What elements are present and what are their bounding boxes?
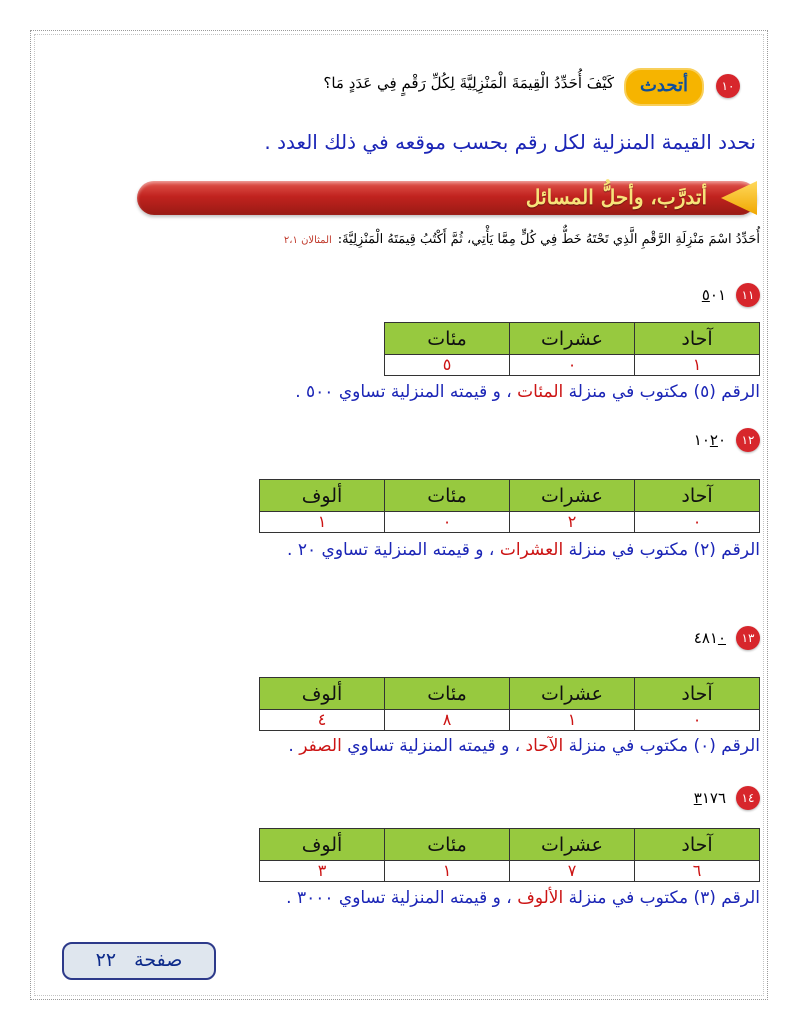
column-header: مئات (385, 678, 510, 710)
table-cell: ٢ (510, 512, 635, 533)
question-text: كَيْفَ أُحَدِّدُ الْقِيمَةَ الْمَنْزِلِيَّةَ لِكُلِّ رَقْمٍ فِي عَدَدٍ مَا؟ (323, 74, 614, 92)
problem-number-value (702, 286, 726, 304)
answer-sentence (288, 736, 760, 756)
sentence-part: ، و قيمته المنزلية تساوي (316, 540, 500, 560)
table-cell: ٠ (635, 710, 760, 731)
sentence-end: . (288, 736, 300, 756)
answer-10-text: نحدد القيمة المنزلية لكل رقم بحسب موقعه في ذلك العدد . (264, 130, 756, 154)
column-header: ألوف (260, 829, 385, 861)
underlined-digit: ٥ (701, 286, 710, 304)
sentence-part: ، و قيمته المنزلية تساوي (341, 736, 526, 756)
digit: ٠ (717, 431, 726, 449)
answer-sentence (286, 888, 760, 908)
answer-sentence (287, 540, 760, 560)
page-number: ٢٢ (95, 949, 117, 971)
place-value: ٣٠٠٠ (296, 888, 334, 908)
problem-number-value (694, 629, 726, 647)
digit: ٠ (701, 431, 710, 449)
sentence-part: الرقم (٣) مكتوب في منزلة (563, 888, 760, 908)
table-cell: ١ (385, 861, 510, 882)
underlined-digit: ٠ (717, 629, 726, 647)
column-header: مئات (385, 829, 510, 861)
place-name: الآحاد (525, 736, 564, 756)
column-header: مئات (385, 323, 510, 355)
table-header-row (260, 480, 760, 512)
table-cell: ١ (635, 355, 760, 376)
column-header: عشرات (510, 678, 635, 710)
digit: ٠ (709, 286, 718, 304)
problem-header (702, 283, 760, 307)
problem-header (694, 786, 760, 810)
table-cell: ٤ (260, 710, 385, 731)
sentence-part: الرقم (٥) مكتوب في منزلة (563, 382, 760, 402)
digit: ٤ (693, 629, 702, 647)
column-header: آحاد (635, 678, 760, 710)
table-cell: ١ (260, 512, 385, 533)
problem-header (694, 428, 760, 452)
table-cell: ٠ (635, 512, 760, 533)
talk-badge: أتحدث (624, 68, 704, 106)
digit: ٦ (717, 789, 726, 807)
place-name: الألوف (517, 888, 564, 908)
table-row (385, 355, 760, 376)
place-value: ٥٠٠ (306, 382, 334, 402)
page-number-box (62, 942, 216, 980)
table-row (260, 861, 760, 882)
place-value-table (384, 322, 760, 376)
problem-number-badge: ١١ (736, 283, 760, 307)
place-name: العشرات (499, 540, 564, 560)
column-header: آحاد (635, 829, 760, 861)
sentence-part: الرقم (٠) مكتوب في منزلة (563, 736, 760, 756)
sentence-part: ، و قيمته المنزلية تساوي (333, 888, 518, 908)
table-cell: ٣ (260, 861, 385, 882)
table-cell: ٨ (385, 710, 510, 731)
table-row (260, 710, 760, 731)
problem-header (694, 626, 760, 650)
instruction-text: أُحَدِّدُ اسْمَ مَنْزِلَةِ الرَّقْمِ الَّذِي تَحْتَهُ خَطٌّ فِي كُلٍّ مِمَّا يَأْتِي، ثُمَّ أَكْتُبُ قِيمَتَهُ الْمَنْزِلِيَّةَ: (337, 232, 760, 247)
underlined-digit: ٣ (693, 789, 702, 807)
section-title: أتدرَّب، وأحلُّ المسائل (525, 185, 707, 209)
table-cell: ٠ (510, 355, 635, 376)
column-header: ألوف (260, 480, 385, 512)
column-header: مئات (385, 480, 510, 512)
question-number-badge: ١٠ (716, 74, 740, 98)
digit: ١ (701, 789, 710, 807)
digit: ١ (717, 286, 726, 304)
sentence-end: . (287, 540, 298, 560)
column-header: عشرات (510, 480, 635, 512)
place-value-table (259, 479, 760, 533)
section-banner (137, 177, 757, 219)
table-header-row (385, 323, 760, 355)
place-name: المئات (517, 382, 564, 402)
problem-number-value (694, 431, 726, 449)
column-header: عشرات (510, 323, 635, 355)
sentence-end: . (295, 382, 307, 402)
problem-number-badge: ١٤ (736, 786, 760, 810)
table-cell: ٦ (635, 861, 760, 882)
place-value: ٢٠ (297, 540, 317, 560)
digit: ٨ (701, 629, 710, 647)
table-cell: ٧ (510, 861, 635, 882)
sentence-part: الرقم (٢) مكتوب في منزلة (563, 540, 760, 560)
digit: ٧ (709, 789, 718, 807)
table-cell: ٠ (385, 512, 510, 533)
problem-number-badge: ١٢ (736, 428, 760, 452)
table-cell: ٥ (385, 355, 510, 376)
problem-number-badge: ١٣ (736, 626, 760, 650)
page-label: صفحة (134, 949, 183, 971)
question-10 (120, 60, 740, 120)
column-header: عشرات (510, 829, 635, 861)
sentence-part: ، و قيمته المنزلية تساوي (333, 382, 518, 402)
place-value: الصفر (299, 736, 342, 756)
column-header: آحاد (635, 323, 760, 355)
sentence-end: . (286, 888, 297, 908)
problem-number-value (694, 789, 726, 807)
table-row (260, 512, 760, 533)
answer-sentence (295, 382, 760, 402)
place-value-table (259, 677, 760, 731)
table-header-row (260, 829, 760, 861)
table-header-row (260, 678, 760, 710)
digit: ١ (693, 431, 702, 449)
column-header: آحاد (635, 480, 760, 512)
column-header: ألوف (260, 678, 385, 710)
digit: ١ (709, 629, 718, 647)
place-value-table (259, 828, 760, 882)
instruction (284, 232, 760, 247)
instruction-ref: المثالان ٢،١ (283, 235, 332, 246)
table-cell: ١ (510, 710, 635, 731)
underlined-digit: ٢ (709, 431, 718, 449)
